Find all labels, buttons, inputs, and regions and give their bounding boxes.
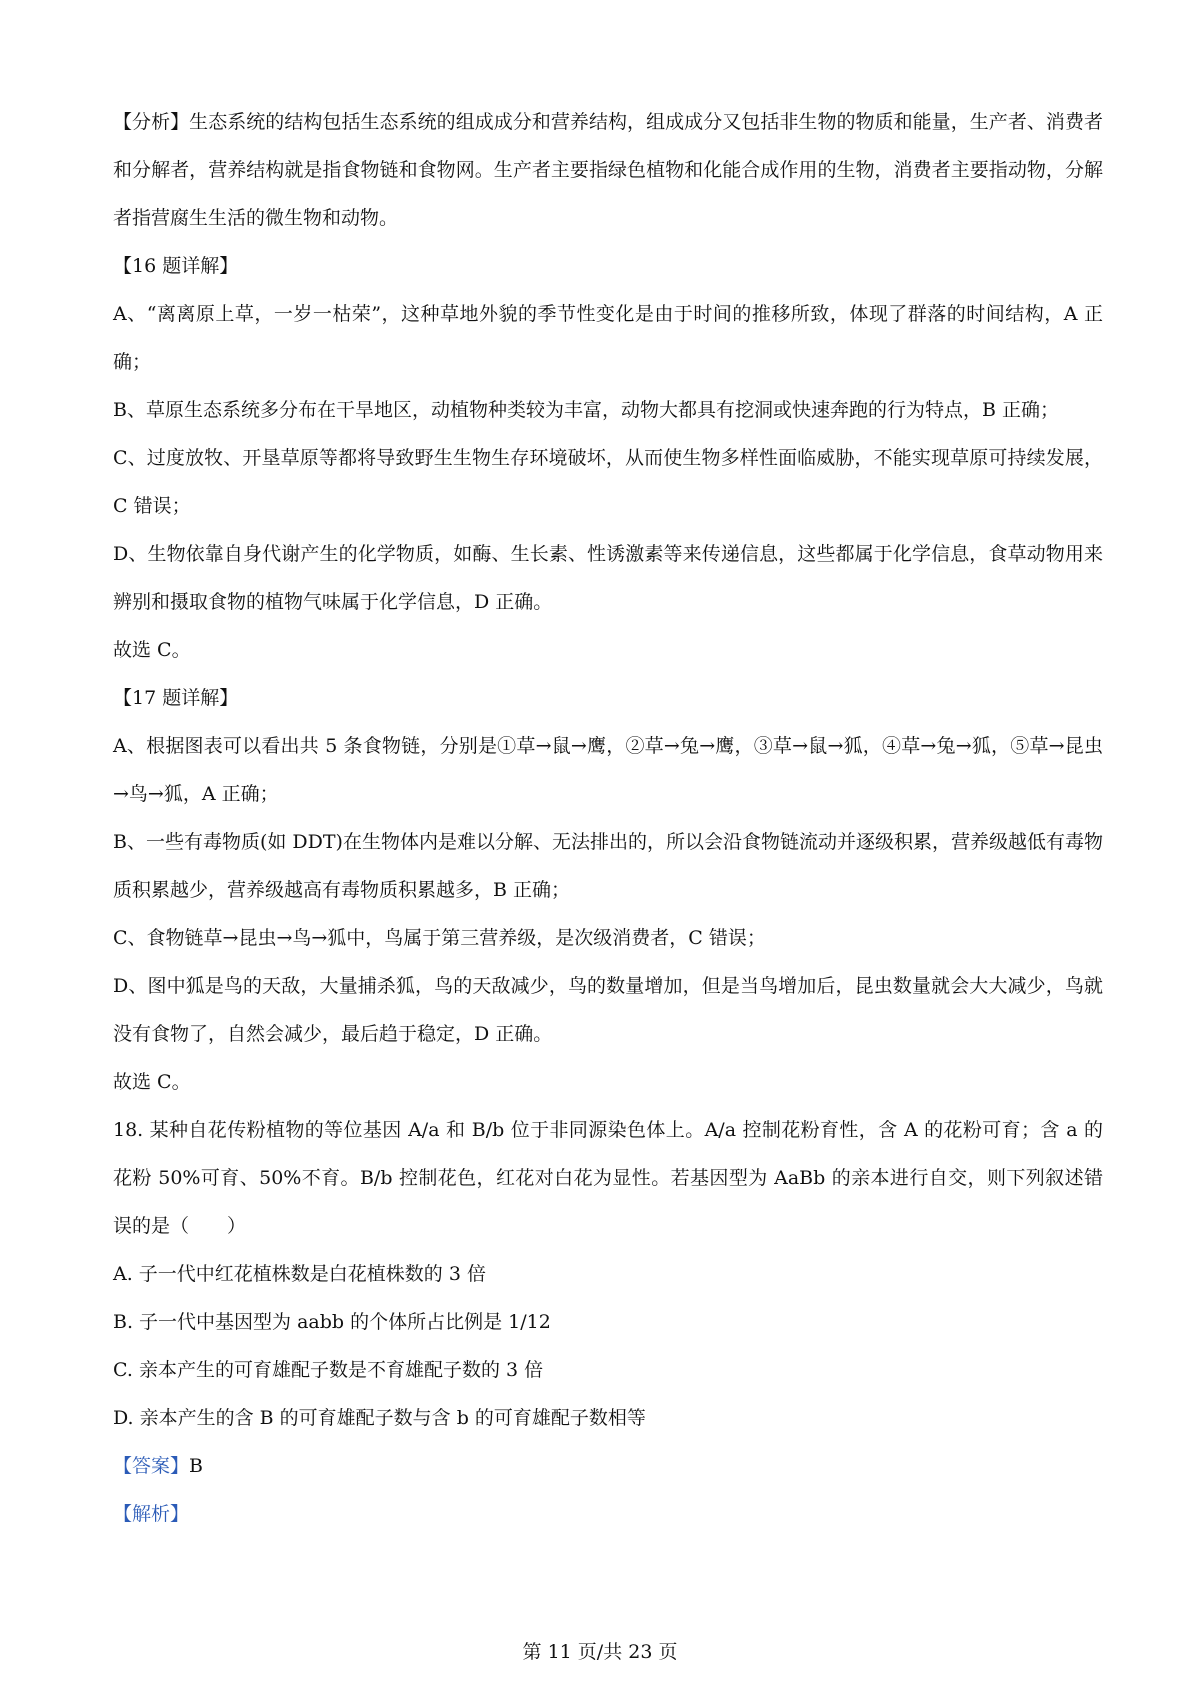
answer-value: B <box>189 1455 203 1477</box>
q17-option-a-explanation: A、根据图表可以看出共 5 条食物链，分别是①草→鼠→鹰，②草→兔→鹰，③草→鼠→狐，④草→兔→狐，⑤草→昆虫→鸟→狐，A 正确； <box>113 735 1103 805</box>
q18-option-b: B. 子一代中基因型为 aabb 的个体所占比例是 1/12 <box>113 1311 551 1333</box>
analysis-paragraph: 【分析】生态系统的结构包括生态系统的组成成分和营养结构，组成成分又包括非生物的物质和能量，生产者、消费者和分解者，营养结构就是指食物链和食物网。生产者主要指绿色植物和化能合成作用的生物，消费者主要指动物，分解者指营腐生生活的微生物和动物。 <box>113 111 1103 229</box>
q17-option-b-explanation: B、一些有毒物质(如 DDT)在生物体内是难以分解、无法排出的，所以会沿食物链流动并逐级积累，营养级越低有毒物质积累越少，营养级越高有毒物质积累越多，B 正确； <box>113 831 1103 901</box>
q18-analysis-line <box>113 1490 1103 1538</box>
q17-heading: 【17 题详解】 <box>113 687 239 709</box>
q18-option-c: C. 亲本产生的可育雄配子数是不育雄配子数的 3 倍 <box>113 1359 544 1381</box>
q16-heading: 【16 题详解】 <box>113 255 239 277</box>
q18-stem: 18. 某种自花传粉植物的等位基因 A/a 和 B/b 位于非同源染色体上。A/a 控制花粉育性，含 A 的花粉可育；含 a 的花粉 50%可育、50%不育。B/b 控制花色，红花对白花为显性。若基因型为 AaBb 的亲本进行自交，则下列叙述错误的是（ ） <box>113 1119 1103 1237</box>
page-footer: 第 11 页/共 23 页 <box>522 1641 678 1663</box>
q17-option-d-explanation: D、图中狐是鸟的天敌，大量捕杀狐，鸟的天敌减少，鸟的数量增加，但是当鸟增加后，昆虫数量就会大大减少，鸟就没有食物了，自然会减少，最后趋于稳定，D 正确。 <box>113 975 1103 1045</box>
q18-option-a: A. 子一代中红花植株数是白花植株数的 3 倍 <box>113 1263 486 1285</box>
analysis-label: 【解析】 <box>113 1503 190 1525</box>
q16-conclusion: 故选 C。 <box>113 639 191 661</box>
q16-option-b-explanation: B、草原生态系统多分布在干旱地区，动植物种类较为丰富，动物大都具有挖洞或快速奔跑的行为特点，B 正确； <box>113 399 1059 421</box>
q18-option-d: D. 亲本产生的含 B 的可育雄配子数与含 b 的可育雄配子数相等 <box>113 1407 646 1429</box>
q17-conclusion: 故选 C。 <box>113 1071 191 1093</box>
q16-option-c-explanation: C、过度放牧、开垦草原等都将导致野生生物生存环境破坏，从而使生物多样性面临威胁，不能实现草原可持续发展，C 错误； <box>113 447 1103 517</box>
q16-option-a-explanation: A、“离离原上草，一岁一枯荣”，这种草地外貌的季节性变化是由于时间的推移所致，体现了群落的时间结构，A 正确； <box>113 303 1103 373</box>
q17-option-c-explanation: C、食物链草→昆虫→鸟→狐中，鸟属于第三营养级，是次级消费者，C 错误； <box>113 927 766 949</box>
q18-answer-line <box>113 1442 1103 1490</box>
q16-option-d-explanation: D、生物依靠自身代谢产生的化学物质，如酶、生长素、性诱激素等来传递信息，这些都属于化学信息，食草动物用来辨别和摄取食物的植物气味属于化学信息，D 正确。 <box>113 543 1103 613</box>
answer-label: 【答案】 <box>113 1455 190 1477</box>
page-content <box>113 98 1103 1538</box>
